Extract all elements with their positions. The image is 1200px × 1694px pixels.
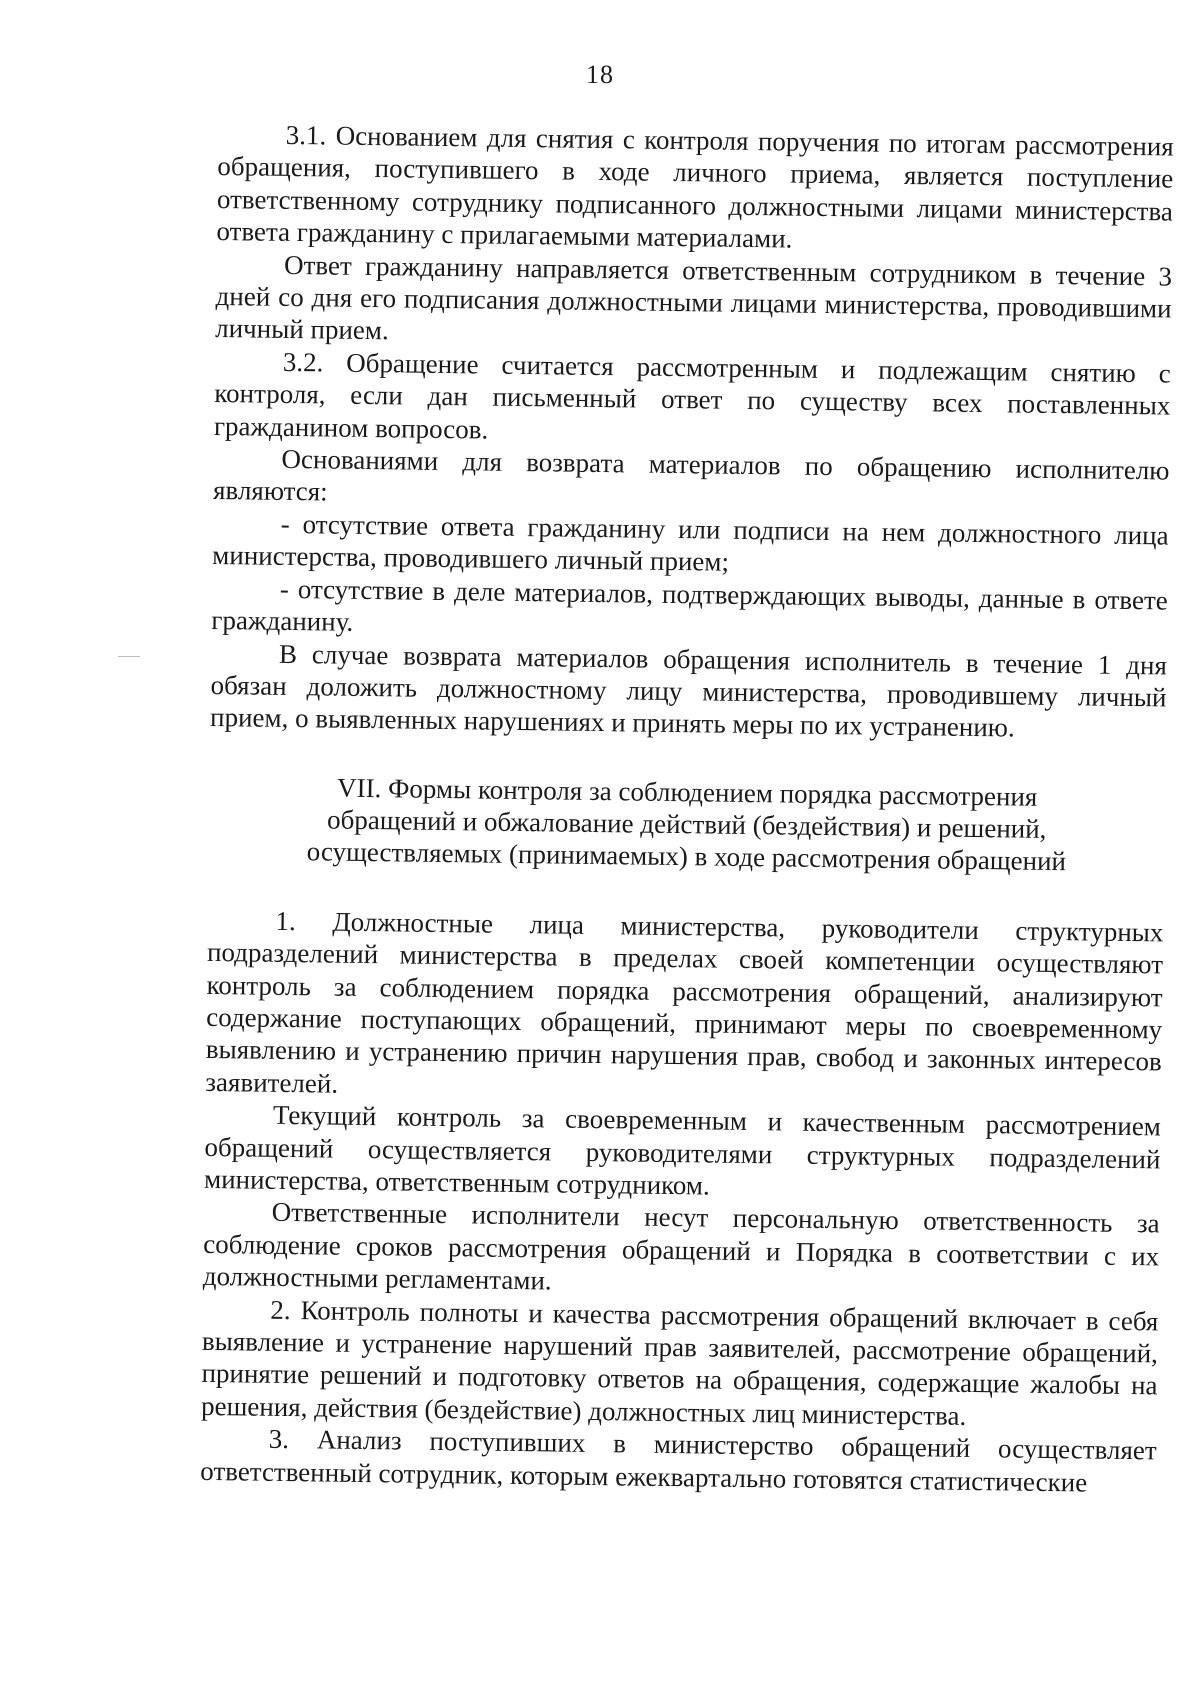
list-item-ground-1: - отсутствие ответа гражданину или подписи на нем должностного лица министерства, проводившего личный прием; <box>212 508 1169 578</box>
paragraph-vii-3: 3. Анализ поступивших в министерство обращений осуществляет ответственный сотрудник, которым ежеквартально готовятся статистические <box>200 1423 1157 1498</box>
list-item-ground-2: - отсутствие в деле материалов, подтверждающих выводы, данные в ответе гражданину. <box>211 573 1168 637</box>
page-number: 18 <box>586 60 614 89</box>
paragraph-vii-2: 2. Контроль полноты и качества рассмотрения обращений включает в себя выявление и устранение нарушений прав заявителей, рассмотрение обращений, принятие решений и подготовку ответов на обращения, содержащие жалобы на решения, действия (бездействие) должностных лиц министерства. <box>200 1294 1159 1431</box>
heading-line-1: VII. Формы контроля за соблюдением порядка рассмотрения <box>336 772 1038 812</box>
paragraph-3-1-answer: Ответ гражданину направляется ответственным сотрудником в течение 3 дней со дня его подписания должностными лицами министерства, проводившими личный прием. <box>215 249 1173 346</box>
paragraph-3-1: 3.1. Основанием для снятия с контроля поручения по итогам рассмотрения обращения, поступившего в ходе личного приема, является поступление ответственному сотруднику подписанного должностными лицами министерства ответа гражданину с прилагаемыми материалами. <box>216 119 1174 254</box>
scan-artifact-line <box>118 656 140 657</box>
paragraph-return-grounds: Основаниями для возврата материалов по обращению исполнителю являются: <box>212 443 1170 507</box>
paragraph-vii-1: 1. Должностные лица министерства, руководители структурных подразделений министерства в пределах своей компетенции осуществляют контроль за соблюдением порядка рассмотрения обращений, анализируют содержание поступающих обращений, принимают меры по своевременному выявлению и устранению причин нарушения прав, свобод и законных интересов заявителей. <box>205 905 1164 1099</box>
heading-line-3: осуществляемых (принимаемых) в ходе рассмотрения обращений <box>306 835 1067 876</box>
paragraph-vii-1-current-control: Текущий контроль за своевременным и качественным рассмотрением обращений осуществляется руководителями структурных подразделений министерства, ответственным сотрудником. <box>203 1099 1162 1201</box>
paragraph-return-case: В случае возврата материалов обращения исполнитель в течение 1 дня обязан доложить должностному лицу министерства, проводившему личный прием, о выявленных нарушениях и принять меры по их устранению. <box>209 638 1168 743</box>
paragraph-3-2: 3.2. Обращение считается рассмотренным и подлежащим снятию с контроля, если дан письменный ответ по существу всех поставленных гражданином вопросов. <box>213 346 1171 445</box>
document-body <box>200 118 1174 1499</box>
paragraph-vii-1-responsibility: Ответственные исполнители несут персональную ответственность за соблюдение сроков рассмотрения обращений и Порядка в соответствии с их должностными регламентами. <box>202 1197 1160 1296</box>
section-vii-heading <box>208 770 1165 879</box>
heading-line-2: обращений и обжалование действий (бездействия) и решений, <box>326 804 1047 844</box>
